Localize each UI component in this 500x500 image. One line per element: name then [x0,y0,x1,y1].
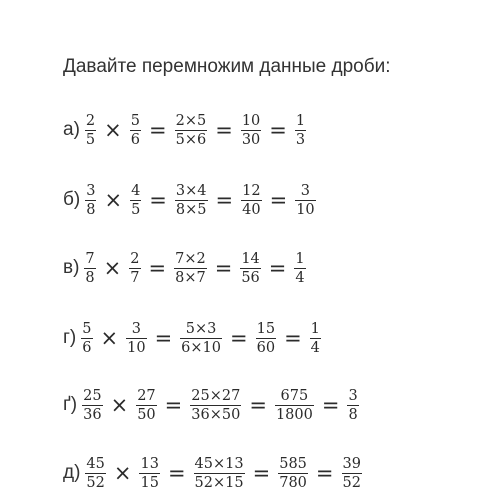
equals-sign: = [164,392,183,417]
fraction-numerator: 1 [295,250,305,267]
fraction-denominator: 10 [127,339,146,356]
fraction [240,251,260,286]
equals-sign: = [269,117,287,142]
fraction-numerator: 7×2 [175,250,206,267]
fraction-denominator: 10 [296,201,315,218]
fraction [130,113,141,148]
fraction-numerator: 10 [241,112,261,129]
fraction-denominator: 6 [82,339,92,356]
equals-sign: = [315,460,334,485]
fraction-numerator: 27 [137,387,156,404]
fraction-numerator: 3 [348,387,358,404]
times-sign: × [113,460,132,485]
equals-sign: = [268,255,287,280]
times-sign: × [104,187,123,212]
equals-sign: = [214,255,233,280]
fraction-numerator: 3 [131,320,141,337]
fraction [190,388,241,423]
fraction-denominator: 6×10 [181,339,221,356]
fraction-denominator: 40 [242,201,261,218]
fraction-denominator: 52 [86,474,105,491]
fraction-denominator: 36 [83,406,102,423]
equals-sign: = [148,117,167,142]
fraction [342,456,362,491]
fraction-denominator: 5 [131,201,141,218]
fraction-numerator: 2×5 [175,112,207,129]
equals-sign: = [215,117,233,142]
equation-label: ґ) [63,394,78,415]
equation-row [63,246,307,290]
fraction-denominator: 4 [295,269,305,286]
fraction-numerator: 1 [295,112,306,129]
fraction-denominator: 52 [342,474,361,491]
fraction [85,456,105,491]
equals-sign: = [167,460,186,485]
equation-label: г) [63,327,77,348]
equals-sign: = [148,255,167,280]
equals-sign: = [269,187,288,212]
fraction [130,183,141,218]
fraction-numerator: 39 [342,455,361,472]
fraction [310,321,321,356]
fraction [174,251,207,286]
fraction-numerator: 45×13 [194,455,244,472]
fraction [136,388,156,423]
fraction-denominator: 36×50 [191,406,241,423]
fraction [85,183,96,218]
fraction [175,183,208,218]
equals-sign: = [154,325,173,350]
fraction-denominator: 5 [85,131,96,148]
fraction-numerator: 7 [85,250,95,267]
fraction-numerator: 25 [83,387,102,404]
fraction-denominator: 780 [279,474,307,491]
fraction [241,113,261,148]
fraction-denominator: 3 [295,131,306,148]
fraction-denominator: 5×6 [175,131,207,148]
fraction-denominator: 8×5 [175,201,207,218]
fraction-numerator: 4 [131,182,141,199]
times-sign: × [103,255,122,280]
equation-row [63,108,307,152]
fraction-denominator: 8 [348,406,358,423]
equation-label: д) [63,462,81,483]
fraction-numerator: 5 [82,320,92,337]
fraction-numerator: 5×3 [185,320,217,337]
fraction-numerator: 13 [140,455,159,472]
fraction [194,456,245,491]
fraction [84,251,95,286]
times-sign: × [100,325,119,350]
fraction-denominator: 7 [130,269,140,286]
fraction [82,388,102,423]
equation-row [63,451,363,495]
equals-sign: = [149,187,167,212]
fraction-numerator: 585 [279,455,307,472]
fraction [241,183,261,218]
times-sign: × [110,392,129,417]
fraction [81,321,92,356]
equals-sign: = [321,392,340,417]
fraction-numerator: 3×4 [175,182,207,199]
equation-row [63,178,317,222]
fraction-numerator: 5 [130,112,140,129]
equation-row [63,383,360,427]
fraction-numerator: 2 [85,112,96,129]
fraction-numerator: 3 [300,182,311,199]
fraction [126,321,146,356]
fraction [278,456,308,491]
fraction-denominator: 8 [85,269,95,286]
equation-row [63,316,322,360]
fraction-numerator: 12 [242,182,261,199]
fraction-denominator: 1800 [275,406,313,423]
equation-label: а) [63,119,80,140]
fraction-numerator: 25×27 [191,387,241,404]
fraction [175,113,208,148]
fraction-denominator: 8 [86,201,96,218]
fraction-numerator: 45 [86,455,105,472]
fraction [139,456,159,491]
equals-sign: = [284,325,302,350]
fraction [256,321,276,356]
equals-sign: = [249,392,267,417]
fraction-numerator: 3 [86,182,96,199]
equals-sign: = [230,325,248,350]
times-sign: × [104,117,122,142]
fraction-numerator: 675 [280,387,309,404]
fraction [85,113,96,148]
fraction [180,321,222,356]
fraction-denominator: 30 [241,131,261,148]
fraction-denominator: 50 [137,406,156,423]
fraction-numerator: 2 [130,250,140,267]
fraction-denominator: 4 [310,339,320,356]
fraction [294,251,305,286]
fraction [295,183,315,218]
fraction-denominator: 60 [256,339,276,356]
fraction-numerator: 15 [256,320,276,337]
equals-sign: = [215,187,234,212]
fraction-numerator: 14 [241,250,260,267]
fraction [295,113,306,148]
equation-label: б) [63,189,81,210]
fraction-denominator: 6 [130,131,140,148]
equals-sign: = [252,460,271,485]
fraction-denominator: 8×7 [175,269,206,286]
fraction-denominator: 56 [241,269,260,286]
fraction-denominator: 52×15 [194,474,244,491]
equation-label: в) [63,257,80,278]
fraction [347,388,358,423]
intro-text: Давайте перемножим данные дроби: [63,56,391,77]
fraction [275,388,314,423]
fraction [129,251,140,286]
fraction-denominator: 15 [140,474,159,491]
fraction-numerator: 1 [310,320,320,337]
